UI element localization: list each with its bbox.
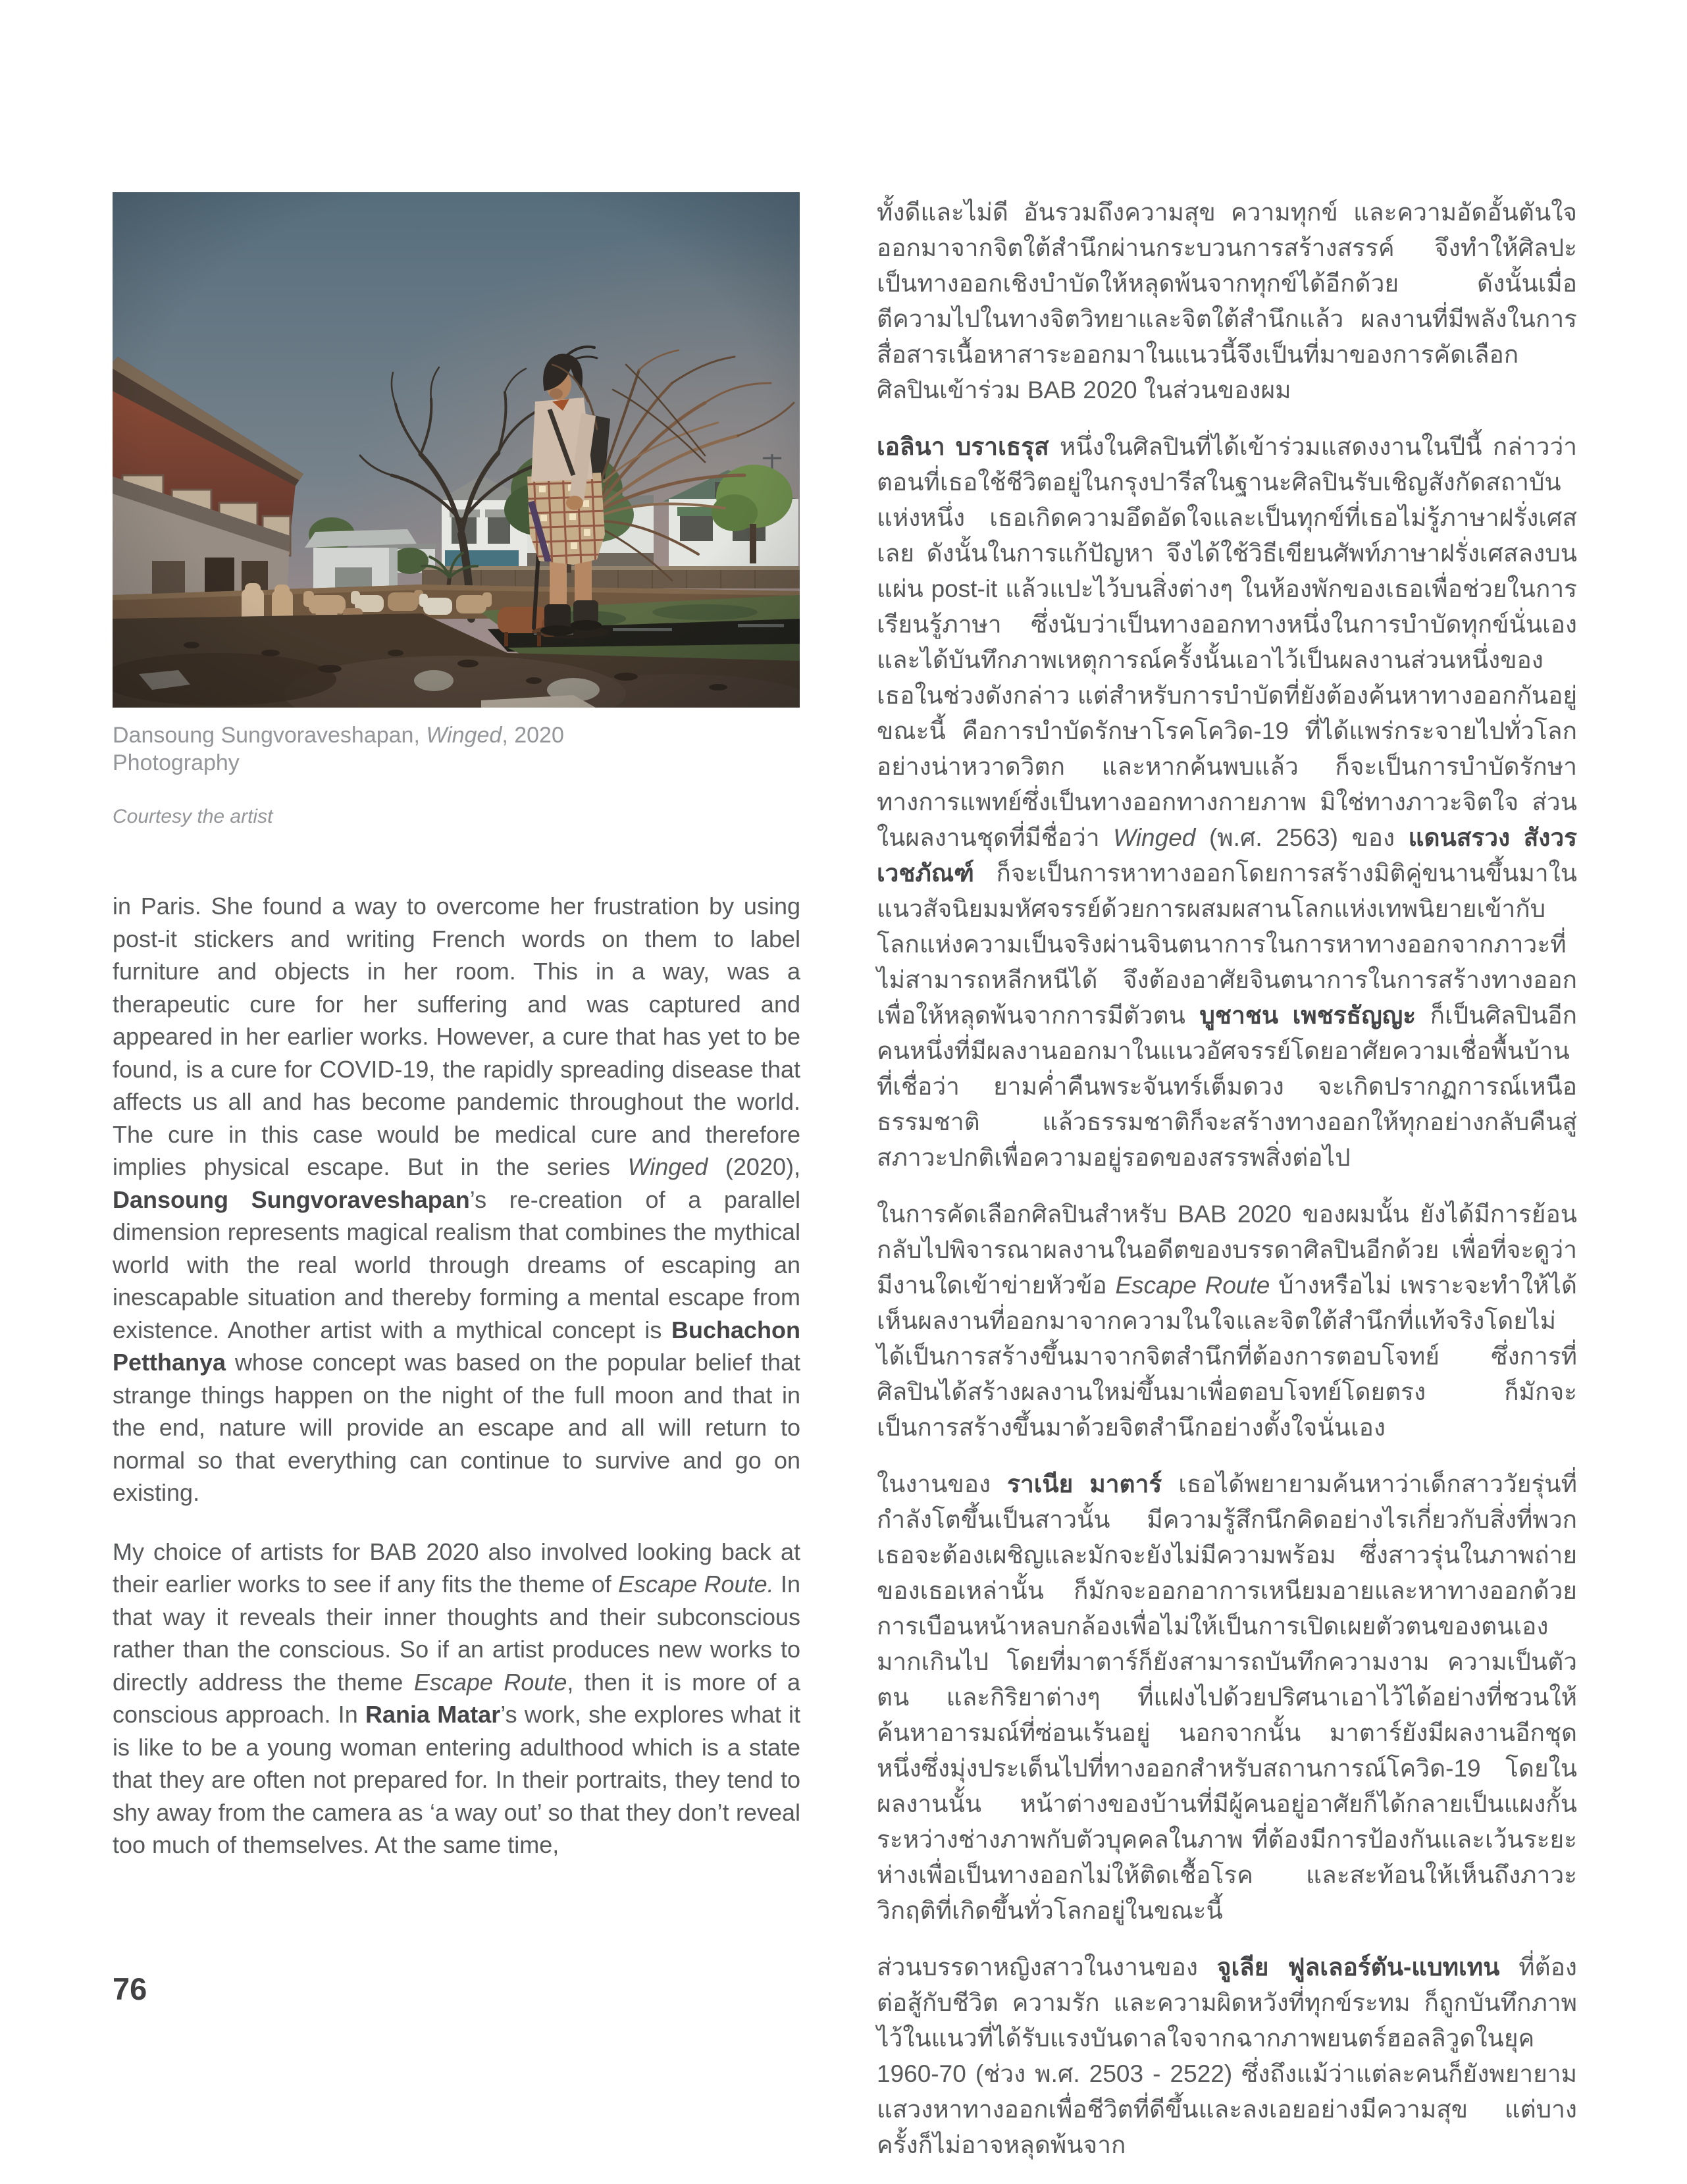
artwork-caption <box>113 721 800 831</box>
vignette <box>113 192 800 708</box>
artwork-photo <box>113 192 800 708</box>
caption-title: Dansoung Sungvoraveshapan, Winged, 2020 <box>113 723 564 748</box>
thai-paragraph-2: เอลินา บราเธรุส หนึ่งในศิลปินที่ได้เข้าร่วมแสดงงานในปีนี้ กล่าวว่า ตอนที่เธอใช้ชีวิตอยู่ในกรุงปารีสในฐานะศิลปินรับเชิญสังกัดสถาบันแห่งหนึ่ง เธอเกิดความอึดอัดใจและเป็นทุกข์ที่เธอไม่รู้ภาษาฝรั่งเศสเลย ดังนั้นในการแก้ปัญหา จึงได้ใช้วิธีเขียนศัพท์ภาษาฝรั่งเศสลงบนแผ่น post-it แล้วแปะไว้บนสิ่งต่างๆ ในห้องพักของเธอเพื่อช่วยในการเรียนรู้ภาษา ซึ่งนับว่าเป็นทางออกทางหนึ่งในการบำบัดทุกข์นั่นเอง และได้บันทึกภาพเหตุการณ์ครั้งนั้นเอาไว้เป็นผลงานส่วนหนึ่งของเธอในช่วงดังกล่าว แต่สำหรับการบำบัดที่ยังต้องค้นหาทางออกกันอยู่ขณะนี้ คือการบำบัดรักษาโรคโควิด-19 ที่ได้แพร่กระจายไปทั่วโลกอย่างน่าหวาดวิตก และหากค้นพบแล้ว ก็จะเป็นการบำบัดรักษาทางการแพทย์ซึ่งเป็นทางออกทางกายภาพ มิใช่ทางภาวะจิตใจ ส่วนในผลงานชุดที่มีชื่อว่า Winged (พ.ศ. 2563) ของ แดนสรวง สังวรเวชภัณฑ์ ก็จะเป็นการหาทางออกโดยการสร้างมิติคู่ขนานขึ้นมาในแนวสัจนิยมมหัศจรรย์ด้วยการผสมผสานโลกแห่งเทพนิยายเข้ากับโลกแห่งความเป็นจริงผ่านจินตนาการในการหาทางออกจากภาวะที่ไม่สามารถหลีกหนีได้ จึงต้องอาศัยจินตนาการในการสร้างทางออกเพื่อให้หลุดพ้นจากการมีตัวตน บูชาชน เพชรธัญญะ ก็เป็นศิลปินอีกคนหนึ่งที่มีผลงานออกมาในแนวอัศจรรย์โดยอาศัยความเชื่อพื้นบ้านที่เชื่อว่า ยามค่ำคืนพระจันทร์เต็มดวง จะเกิดปรากฏการณ์เหนือธรรมชาติ แล้วธรรมชาติก็จะสร้างทางออกให้ทุกอย่างกลับคืนสู่สภาวะปกติเพื่อความอยู่รอดของสรรพสิ่งต่อไป <box>877 433 1578 1171</box>
thai-paragraph-4: ในงานของ ราเนีย มาตาร์ เธอได้พยายามค้นหาว่าเด็กสาววัยรุ่นที่กำลังโตขึ้นเป็นสาวนั้น มีความรู้สึกนึกคิดอย่างไรเกี่ยวกับสิ่งที่พวกเธอจะต้องเผชิญและมักจะยังไม่มีความพร้อม ซึ่งสาวรุ่นในภาพถ่ายของเธอเหล่านั้น ก็มักจะออกอาการเหนียมอายและหาทางออกด้วยการเบือนหน้าหลบกล้องเพื่อไม่ให้เป็นการเปิดเผยตัวตนของตนเองมากเกินไป โดยที่มาตาร์ก็ยังสามารถบันทึกความงาม ความเป็นตัวตน และกิริยาต่างๆ ที่แฝงไปด้วยปริศนาเอาไว้ได้อย่างที่ชวนให้ค้นหาอารมณ์ที่ซ่อนเร้นอยู่ นอกจากนั้น มาตาร์ยังมีผลงานอีกชุดหนึ่งซึ่งมุ่งประเด็นไปที่ทางออกสำหรับสถานการณ์โควิด-19 โดยในผลงานนั้น หน้าต่างของบ้านที่มีผู้คนอยู่อาศัยก็ได้กลายเป็นแผงกั้นระหว่างช่างภาพกับตัวบุคคลในภาพ ที่ต้องมีการป้องกันและเว้นระยะห่างเพื่อเป็นทางออกไม่ให้ติดเชื้อโรค และสะท้อนให้เห็นถึงภาวะวิกฤติที่เกิดขึ้นทั่วโลกอยู่ในขณะนี้ <box>877 1470 1577 1924</box>
thai-paragraph-1: ทั้งดีและไม่ดี อันรวมถึงความสุข ความทุกข์ และความอัดอั้นตันใจ ออกมาจากจิตใต้สำนึกผ่านกระบวนการสร้างสรรค์ จึงทำให้ศิลปะเป็นทางออกเชิงบำบัดให้หลุดพ้นจากทุกข์ได้อีกด้วย ดังนั้นเมื่อตีความไปในทางจิตวิทยาและจิตใต้สำนึกแล้ว ผลงานที่มีพลังในการสื่อสารเนื้อหาสาระออกมาในแนวนี้จึงเป็นที่มาของการคัดเลือกศิลปินเข้าร่วม BAB 2020 ในส่วนของผม <box>877 199 1577 403</box>
english-paragraph-2: My choice of artists for BAB 2020 also involved looking back at their earlier works to see if any fits the theme of Escape Route. In that way it reveals their inner thoughts and their subconscious rather than the conscious. So if an artist produces new works to directly address the theme Escape Route, then it is more of a conscious approach. In Rania Matar’s work, she explores what it is like to be a young woman entering adulthood which is a state that they are often not prepared for. In their portraits, they tend to shy away from the camera as ‘a way out’ so that they don’t reveal too much of themselves. At the same time, <box>113 1538 800 1858</box>
page-number: 76 <box>113 1971 147 2006</box>
caption-medium: Photography <box>113 750 240 775</box>
english-paragraph-1: in Paris. She found a way to overcome her frustration by using post-it stickers and writing French words on them to label furniture and objects in her room. This in a way, was a therapeutic cure for her suffering and was captured and appeared in her earlier works. However, a cure that has yet to be found, is a cure for COVID-19, the rapidly spreading disease that affects us all and has become pandemic throughout the world. The cure in this case would be medical cure and therefore implies physical escape. But in the series Winged (2020), Dansoung Sungvoraveshapan’s re-creation of a parallel dimension represents magical realism that combines the mythical world with the real world through dreams of escaping an inescapable situation and thereby forming a mental escape from existence. Another artist with a mythical concept is Buchachon Petthanya whose concept was based on the popular belief that strange things happen on the night of the full moon and that in the end, nature will provide an escape and all will return to normal so that everything can continue to survive and go on existing. <box>113 893 800 1506</box>
thai-column <box>877 195 1577 2184</box>
english-column <box>113 890 800 1888</box>
winged-photo-illustration <box>113 192 800 708</box>
thai-paragraph-3: ในการคัดเลือกศิลปินสำหรับ BAB 2020 ของผมนั้น ยังได้มีการย้อนกลับไปพิจารณาผลงานในอดีตของบรรดาศิลปินอีกด้วย เพื่อที่จะดูว่ามีงานใดเข้าข่ายหัวข้อ Escape Route บ้างหรือไม่ เพราะจะทำให้ได้เห็นผลงานที่ออกมาจากความในใจและจิตใต้สำนึกที่แท้จริงโดยไม่ได้เป็นการสร้างขึ้นมาจากจิตสำนึกที่ต้องการตอบโจทย์ ซึ่งการที่ศิลปินได้สร้างผลงานใหม่ขึ้นมาเพื่อตอบโจทย์โดยตรง ก็มักจะเป็นการสร้างขึ้นมาด้วยจิตสำนึกอย่างตั้งใจนั่นเอง <box>877 1201 1577 1441</box>
thai-paragraph-5: ส่วนบรรดาหญิงสาวในงานของ จูเลีย ฟูลเลอร์ตัน-แบทเทน ที่ต้องต่อสู้กับชีวิต ความรัก และความผิดหวังที่ทุกข์ระทม ก็ถูกบันทึกภาพไว้ในแนวที่ได้รับแรงบันดาลใจจากฉากภาพยนตร์ฮอลลิวูดในยุค 1960-70 (ช่วง พ.ศ. 2503 - 2522) ซึ่งถึงแม้ว่าแต่ละคนก็ยังพยายามแสวงหาทางออกเพื่อชีวิตที่ดีขึ้นและลงเอยอย่างมีความสุข แต่บางครั้งก็ไม่อาจหลุดพ้นจาก <box>877 1954 1577 2158</box>
caption-credit: Courtesy the artist <box>113 806 273 827</box>
